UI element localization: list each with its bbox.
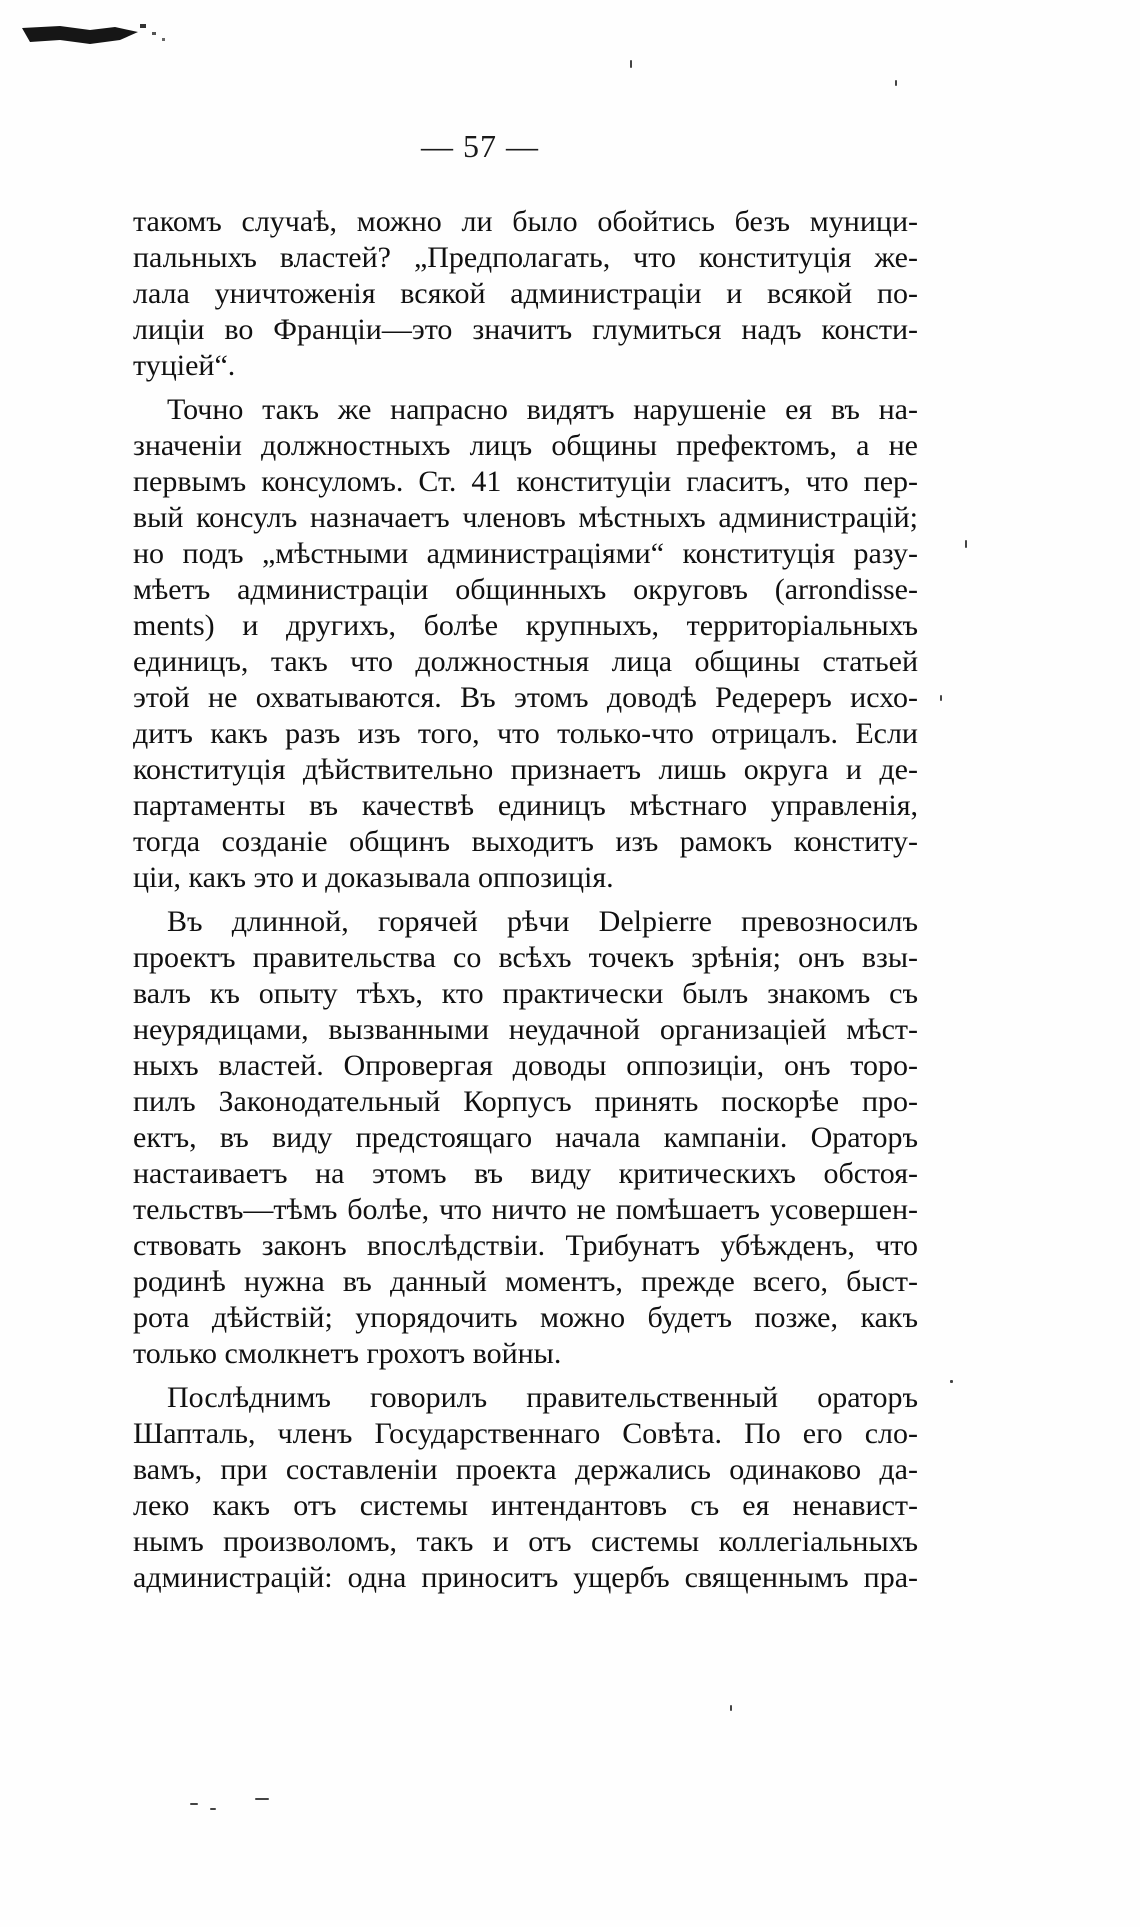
text-line: тельствъ—тѣмъ болѣе, что ничто не помѣшаетъ усовершен- bbox=[133, 1193, 918, 1226]
text-line: нымъ произволомъ, такъ и отъ системы коллегіальныхъ bbox=[133, 1525, 918, 1558]
page-number: — 57 — bbox=[421, 128, 539, 164]
text-line: тогда созданіе общинъ выходитъ изъ рамокъ конститу- bbox=[133, 825, 918, 858]
body-text bbox=[133, 204, 918, 1596]
dust-speck bbox=[965, 540, 967, 548]
dust-speck bbox=[950, 1380, 953, 1383]
text-line: партаменты въ качествѣ единицъ мѣстнаго управленія, bbox=[133, 789, 918, 822]
text-line: рота дѣйствій; упорядочить можно будетъ позже, какъ bbox=[133, 1301, 918, 1334]
paragraph-3 bbox=[133, 904, 918, 1372]
text-line: администрацій: одна приноситъ ущербъ священнымъ пра- bbox=[133, 1561, 918, 1594]
text-line: лала уничтоженія всякой администраціи и всякой по- bbox=[133, 277, 918, 310]
dust-speck bbox=[190, 1803, 198, 1805]
text-line: ціи, какъ это и доказывала оппозиція. bbox=[133, 861, 614, 894]
text-line: Въ длинной, горячей рѣчи Delpierre превозносилъ bbox=[167, 905, 918, 938]
text-line: этой не охватываются. Въ этомъ доводѣ Редереръ исхо- bbox=[133, 681, 918, 714]
dust-speck bbox=[255, 1798, 269, 1800]
text-line: туціей“. bbox=[133, 349, 236, 382]
text-line: такомъ случаѣ, можно ли было обойтись безъ муници- bbox=[133, 205, 918, 238]
text-line: дитъ какъ разъ изъ того, что только-что отрицалъ. Если bbox=[133, 717, 918, 750]
text-line: Шапталь, членъ Государственнаго Совѣта. По его сло- bbox=[133, 1417, 918, 1450]
text-line: ments) и другихъ, болѣе крупныхъ, территоріальныхъ bbox=[133, 609, 918, 642]
ink-smudge-mark bbox=[20, 18, 170, 48]
dust-speck bbox=[730, 1705, 732, 1711]
text-line: вый консулъ назначаетъ членовъ мѣстныхъ администрацій; bbox=[133, 501, 918, 534]
dust-speck bbox=[210, 1808, 216, 1810]
text-line: Послѣднимъ говорилъ правительственный ораторъ bbox=[167, 1381, 918, 1414]
text-line: только смолкнетъ грохотъ войны. bbox=[133, 1337, 562, 1370]
text-line: настаиваетъ на этомъ въ виду критическихъ обстоя- bbox=[133, 1157, 918, 1190]
text-line: лиціи во Франціи—это значитъ глумиться надъ консти- bbox=[133, 313, 918, 346]
dust-speck bbox=[940, 695, 942, 701]
text-line: ныхъ властей. Опровергая доводы оппозиціи, онъ торо- bbox=[133, 1049, 918, 1082]
dust-speck bbox=[630, 60, 632, 68]
text-line: пальныхъ властей? „Предполагать, что конституція же- bbox=[133, 241, 918, 274]
text-line: родинѣ нужна въ данный моментъ, прежде всего, быст- bbox=[133, 1265, 918, 1298]
text-line: конституція дѣйствительно признаетъ лишь округа и де- bbox=[133, 753, 918, 786]
text-line: проектъ правительства со всѣхъ точекъ зрѣнія; онъ взы- bbox=[133, 941, 918, 974]
text-line: значеніи должностныхъ лицъ общины префектомъ, а не bbox=[133, 429, 918, 462]
text-line: ектъ, въ виду предстоящаго начала кампаніи. Ораторъ bbox=[133, 1121, 918, 1154]
text-line: но подъ „мѣстными администраціями“ конституція разу- bbox=[133, 537, 918, 570]
paragraph-2 bbox=[133, 392, 918, 896]
text-line: ствовать законъ впослѣдствіи. Трибунатъ убѣжденъ, что bbox=[133, 1229, 918, 1262]
text-line: вамъ, при составленіи проекта держались одинаково да- bbox=[133, 1453, 918, 1486]
paragraph-1 bbox=[133, 204, 918, 384]
text-line: Точно такъ же напрасно видятъ нарушеніе ея въ на- bbox=[167, 393, 918, 426]
text-line: валъ къ опыту тѣхъ, кто практически былъ знакомъ съ bbox=[133, 977, 918, 1010]
text-line: мѣетъ администраціи общинныхъ округовъ (arrondisse- bbox=[133, 573, 918, 606]
dust-speck bbox=[895, 80, 897, 86]
text-line: единицъ, такъ что должностныя лица общины статьей bbox=[133, 645, 918, 678]
paragraph-4 bbox=[133, 1380, 918, 1596]
text-line: неурядицами, вызванными неудачной организаціей мѣст- bbox=[133, 1013, 918, 1046]
text-line: первымъ консуломъ. Ст. 41 конституціи гласитъ, что пер- bbox=[133, 465, 918, 498]
text-line: леко какъ отъ системы интендантовъ съ ея ненавист- bbox=[133, 1489, 918, 1522]
text-line: пилъ Законодательный Корпусъ принять поскорѣе про- bbox=[133, 1085, 918, 1118]
